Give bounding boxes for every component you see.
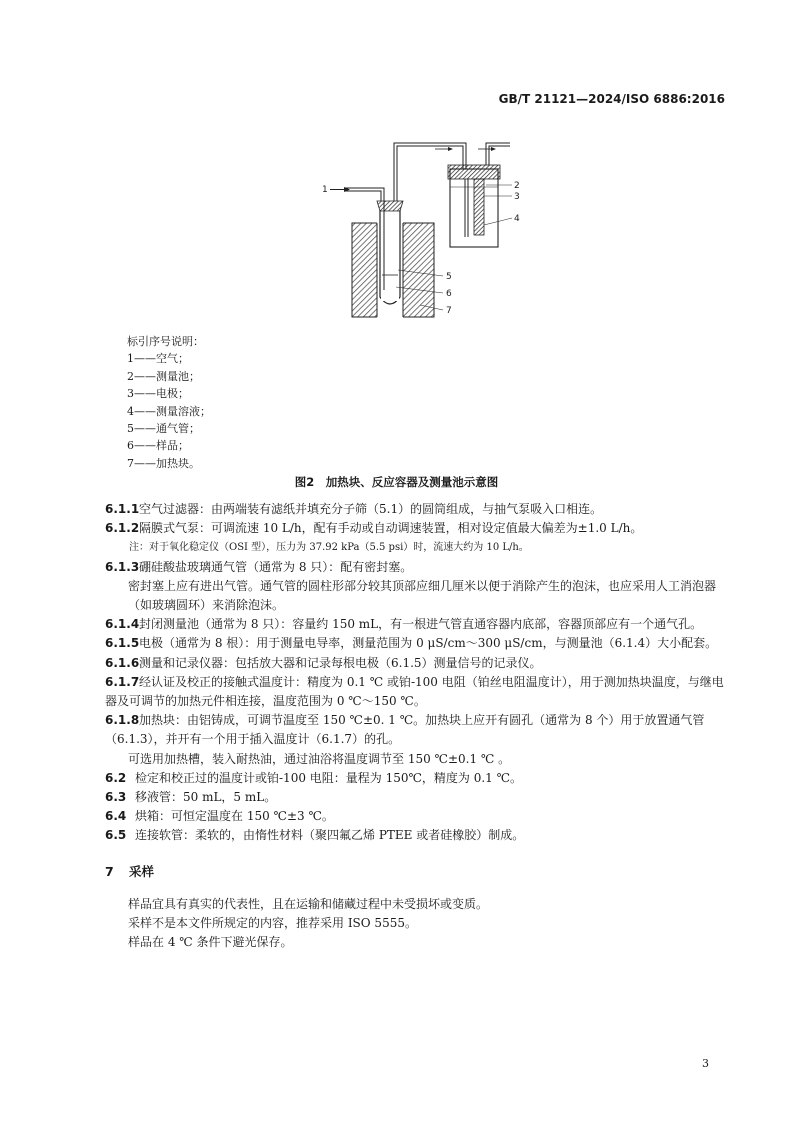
legend-item: 4——测量溶液；	[127, 404, 211, 418]
clause-text: 检定和校正过的温度计或铂-100 电阻：量程为 150℃，精度为 0.1 ℃。	[135, 770, 523, 785]
electrode	[474, 179, 484, 235]
clause-text: 测量和记录仪器：包括放大器和记录每根电极（6.1.5）测量信号的记录仪。	[139, 655, 542, 670]
clause-number: 6.1.3	[105, 559, 140, 574]
clause-number: 6.1.1	[105, 502, 140, 516]
standard-header: GB/T 21121—2024/ISO 6886:2016	[498, 92, 725, 106]
clause-6-1-4	[105, 615, 727, 634]
clause-6-5	[105, 826, 727, 845]
paragraph: 可选用加热槽，装入耐热油，通过油浴将温度调节至 150 ℃±0.1 ℃ 。	[128, 751, 511, 766]
clause-number: 6.1.5	[105, 636, 140, 651]
cell-cap	[448, 165, 500, 179]
callout-3: 3	[514, 192, 520, 202]
legend-item: 6——样品；	[127, 439, 189, 453]
clause-text: 隔膜式气泵：可调流速 10 L/h，配有手动或自动调速装置，相对设定值最大偏差为±1.0 L/h。	[139, 521, 643, 536]
clause-6-4	[105, 807, 727, 826]
clause-text: 烘箱：可恒定温度在 150 ℃±3 ℃。	[135, 809, 334, 824]
paragraph: 样品在 4 ℃ 条件下避光保存。	[128, 935, 293, 950]
section-heading	[105, 862, 727, 881]
callout-5: 5	[446, 272, 452, 282]
clause-note: 注：对于氧化稳定仪（OSI 型），压力为 37.92 kPa（5.5 psi）时，流速大约为 10 L/h。	[129, 542, 529, 554]
clause-6-1-2	[105, 519, 727, 538]
clause-text: 空气过滤器：由两端装有滤纸并填充分子筛（5.1）的圆筒组成，与抽气泵吸入口相连。	[139, 502, 603, 516]
legend-item: 2——测量池；	[127, 369, 200, 383]
apparatus-diagram	[300, 125, 540, 330]
clause-number: 6.1.4	[105, 617, 140, 632]
clause-number: 6.3	[105, 790, 127, 805]
callout-2: 2	[514, 181, 520, 191]
clause-text: 硼硅酸盐玻璃通气管（通常为 8 只）：配有密封塞。	[139, 559, 413, 574]
clause-text: 封闭测量池（通常为 8 只）：容量约 150 mL，有一根进气管直通容器内底部，容器顶部应有一个通气孔。	[139, 617, 703, 632]
callout-6: 6	[446, 289, 452, 299]
callout-7: 7	[446, 306, 452, 316]
legend-item: 5——通气管；	[127, 422, 200, 436]
clause-number: 6.1.2	[105, 521, 140, 536]
document-body	[105, 500, 727, 952]
legend-item: 3——电极；	[127, 387, 189, 401]
clause-text: 经认证及校正的接触式温度计：精度为 0.1 ℃ 或铂-100 电阻（铂丝电阻温度计），用于测加热块温度，与继电器及可调节的加热元件相连接，温度范围为 0 ℃～150 ℃。	[105, 674, 724, 709]
legend-item: 7——加热块。	[127, 456, 200, 470]
clause-6-1-1	[105, 500, 727, 519]
figure-legend	[127, 333, 211, 472]
clause-6-1-5	[105, 634, 727, 653]
section-title: 采样	[129, 863, 155, 879]
page-number: 3	[702, 1057, 709, 1070]
paragraph: 采样不是本文件所规定的内容，推荐采用 ISO 5555。	[128, 916, 417, 931]
figure-caption: 图2 加热块、反应容器及测量池示意图	[294, 475, 499, 489]
paragraph: 密封塞上应有进出气管。通气管的圆柱形部分较其顶部应细几厘米以便于消除产生的泡沫，也应采用人工消泡器（如玻璃圆环）来消除泡沫。	[128, 578, 717, 613]
clause-6-1-8	[105, 711, 727, 749]
clause-number: 6.4	[105, 809, 127, 824]
clause-number: 6.5	[105, 828, 127, 843]
tube-stopper	[377, 201, 403, 211]
clause-text: 电极（通常为 8 根）：用于测量电导率，测量范围为 0 μS/cm～300 μS/cm，与测量池（6.1.4）大小配套。	[139, 636, 718, 651]
legend-title: 标引序号说明：	[127, 335, 204, 348]
clause-6-3	[105, 788, 727, 807]
clause-6-1-6	[105, 654, 727, 673]
clause-6-1-7	[105, 673, 727, 711]
clause-number: 6.2	[105, 770, 127, 785]
clause-6-2	[105, 769, 727, 788]
clause-text: 加热块：由铝铸成，可调节温度至 150 ℃±0. 1 ℃。加热块上应开有圆孔（通常为 8 个）用于放置通气管（6.1.3），并开有一个用于插入温度计（6.1.7）的孔。	[105, 713, 705, 747]
clause-number: 6.1.8	[105, 713, 140, 728]
clause-6-1-3	[105, 558, 727, 577]
clause-text: 移液管：50 mL，5 mL。	[135, 790, 277, 805]
section-number: 7	[105, 863, 114, 879]
clause-text: 连接软管：柔软的，由惰性材料（聚四氟乙烯 PTEE 或者硅橡胶）制成。	[135, 828, 525, 843]
clause-number: 6.1.6	[105, 655, 140, 670]
callout-1: 1	[322, 185, 328, 195]
paragraph: 样品宜具有真实的代表性，且在运输和储藏过程中未受损坏或变质。	[128, 896, 489, 911]
callout-4: 4	[514, 214, 520, 224]
legend-item: 1——空气；	[127, 352, 189, 366]
clause-number: 6.1.7	[105, 674, 140, 689]
